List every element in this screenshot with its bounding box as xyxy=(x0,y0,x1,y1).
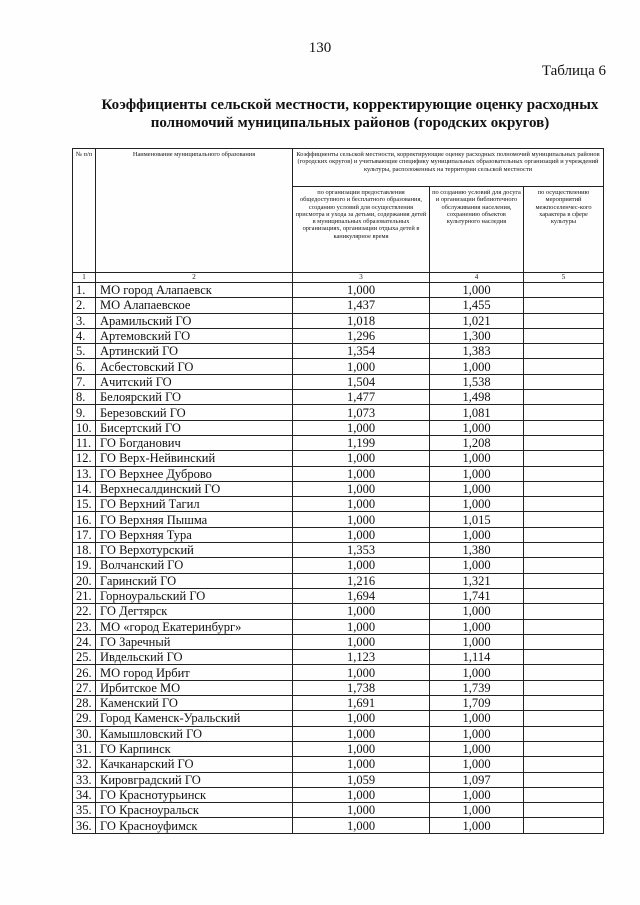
coefficient-education: 1,216 xyxy=(293,573,430,588)
row-number: 34. xyxy=(73,787,96,802)
coefficient-education: 1,694 xyxy=(293,588,430,603)
row-number: 1. xyxy=(73,283,96,298)
coefficient-culture: 1,000 xyxy=(430,420,524,435)
coefficient-culture: 1,000 xyxy=(430,741,524,756)
municipality-name: ГО Карпинск xyxy=(96,741,293,756)
municipality-name: Бисертский ГО xyxy=(96,420,293,435)
coefficient-culture: 1,114 xyxy=(430,650,524,665)
table-row xyxy=(73,451,604,466)
table-row xyxy=(73,680,604,695)
municipality-name: ГО Заречный xyxy=(96,634,293,649)
coefficient-intersettlement xyxy=(524,298,604,313)
coefficient-intersettlement xyxy=(524,451,604,466)
coefficient-education: 1,000 xyxy=(293,726,430,741)
coefficient-education: 1,123 xyxy=(293,650,430,665)
column-number: 3 xyxy=(293,273,430,283)
row-number: 23. xyxy=(73,619,96,634)
coefficient-culture: 1,000 xyxy=(430,481,524,496)
coefficient-culture: 1,015 xyxy=(430,512,524,527)
coefficient-culture: 1,000 xyxy=(430,665,524,680)
table-row xyxy=(73,374,604,389)
table-row xyxy=(73,665,604,680)
coefficient-education: 1,437 xyxy=(293,298,430,313)
coefficient-education: 1,354 xyxy=(293,344,430,359)
coefficient-culture: 1,000 xyxy=(430,711,524,726)
row-number: 12. xyxy=(73,451,96,466)
table-row xyxy=(73,543,604,558)
coefficient-culture: 1,380 xyxy=(430,543,524,558)
coefficient-intersettlement xyxy=(524,527,604,542)
coefficient-education: 1,000 xyxy=(293,818,430,833)
municipality-name: Верхнесалдинский ГО xyxy=(96,481,293,496)
coefficient-culture: 1,000 xyxy=(430,359,524,374)
column-numbers-row xyxy=(73,273,604,283)
coefficient-intersettlement xyxy=(524,818,604,833)
coefficient-education: 1,000 xyxy=(293,787,430,802)
municipality-name: ГО Верх-Нейвинский xyxy=(96,451,293,466)
coefficients-table xyxy=(72,148,604,834)
row-number: 24. xyxy=(73,634,96,649)
table-row xyxy=(73,604,604,619)
coefficient-culture: 1,081 xyxy=(430,405,524,420)
coefficient-education: 1,738 xyxy=(293,680,430,695)
row-number: 27. xyxy=(73,680,96,695)
coefficient-intersettlement xyxy=(524,741,604,756)
coefficient-education: 1,000 xyxy=(293,665,430,680)
municipality-name: ГО Красноуральск xyxy=(96,803,293,818)
coefficient-intersettlement xyxy=(524,573,604,588)
coefficient-intersettlement xyxy=(524,558,604,573)
coefficient-culture: 1,000 xyxy=(430,558,524,573)
coefficient-intersettlement xyxy=(524,543,604,558)
coefficient-education: 1,000 xyxy=(293,497,430,512)
coefficient-intersettlement xyxy=(524,435,604,450)
coefficient-intersettlement xyxy=(524,481,604,496)
coefficient-culture: 1,000 xyxy=(430,283,524,298)
row-number: 20. xyxy=(73,573,96,588)
table-row xyxy=(73,787,604,802)
table-row xyxy=(73,711,604,726)
table-row xyxy=(73,741,604,756)
municipality-name: ГО Верхнее Дуброво xyxy=(96,466,293,481)
header-name: Наименование муниципального образования xyxy=(96,149,293,273)
row-number: 29. xyxy=(73,711,96,726)
municipality-name: МО «город Екатеринбург» xyxy=(96,619,293,634)
header-group: Коэффициенты сельской местности, корректирующие оценку расходных полномочий муниципальных районов (городских округов) и учитывающие специфику муниципальных образовательных организаций и учреждений культуры, расположенных на территории сельской местности xyxy=(293,149,604,187)
coefficient-education: 1,353 xyxy=(293,543,430,558)
municipality-name: Каменский ГО xyxy=(96,696,293,711)
row-number: 4. xyxy=(73,328,96,343)
coefficient-education: 1,000 xyxy=(293,481,430,496)
coefficient-intersettlement xyxy=(524,374,604,389)
row-number: 15. xyxy=(73,497,96,512)
coefficient-intersettlement xyxy=(524,726,604,741)
coefficient-intersettlement xyxy=(524,512,604,527)
municipality-name: ГО Красноуфимск xyxy=(96,818,293,833)
row-number: 9. xyxy=(73,405,96,420)
coefficient-intersettlement xyxy=(524,420,604,435)
coefficient-intersettlement xyxy=(524,787,604,802)
row-number: 25. xyxy=(73,650,96,665)
row-number: 17. xyxy=(73,527,96,542)
table-row xyxy=(73,328,604,343)
municipality-name: ГО Богданович xyxy=(96,435,293,450)
table-row xyxy=(73,803,604,818)
coefficient-culture: 1,709 xyxy=(430,696,524,711)
table-row xyxy=(73,359,604,374)
coefficient-culture: 1,000 xyxy=(430,497,524,512)
table-row xyxy=(73,527,604,542)
column-number: 4 xyxy=(430,273,524,283)
coefficient-intersettlement xyxy=(524,497,604,512)
row-number: 3. xyxy=(73,313,96,328)
coefficient-intersettlement xyxy=(524,772,604,787)
row-number: 14. xyxy=(73,481,96,496)
coefficient-culture: 1,538 xyxy=(430,374,524,389)
table-row xyxy=(73,298,604,313)
coefficient-education: 1,000 xyxy=(293,757,430,772)
municipality-name: МО город Ирбит xyxy=(96,665,293,680)
municipality-name: Ирбитское МО xyxy=(96,680,293,695)
coefficient-education: 1,018 xyxy=(293,313,430,328)
municipality-name: Артинский ГО xyxy=(96,344,293,359)
coefficient-education: 1,000 xyxy=(293,451,430,466)
coefficient-intersettlement xyxy=(524,283,604,298)
coefficient-intersettlement xyxy=(524,711,604,726)
table-row xyxy=(73,497,604,512)
municipality-name: ГО Верхняя Пышма xyxy=(96,512,293,527)
coefficient-intersettlement xyxy=(524,359,604,374)
table-row xyxy=(73,313,604,328)
table-row xyxy=(73,405,604,420)
municipality-name: МО Алапаевское xyxy=(96,298,293,313)
coefficient-education: 1,059 xyxy=(293,772,430,787)
row-number: 36. xyxy=(73,818,96,833)
coefficient-education: 1,691 xyxy=(293,696,430,711)
row-number: 5. xyxy=(73,344,96,359)
coefficient-culture: 1,000 xyxy=(430,466,524,481)
coefficient-education: 1,504 xyxy=(293,374,430,389)
coefficient-culture: 1,000 xyxy=(430,787,524,802)
column-number: 5 xyxy=(524,273,604,283)
coefficient-intersettlement xyxy=(524,313,604,328)
document-title: Коэффициенты сельской местности, корректирующие оценку расходных полномочий муниципальных районов (городских округов) xyxy=(101,97,599,131)
coefficient-education: 1,000 xyxy=(293,420,430,435)
coefficient-education: 1,296 xyxy=(293,328,430,343)
coefficient-culture: 1,000 xyxy=(430,619,524,634)
coefficient-education: 1,000 xyxy=(293,283,430,298)
row-number: 11. xyxy=(73,435,96,450)
coefficient-intersettlement xyxy=(524,604,604,619)
coefficient-education: 1,000 xyxy=(293,512,430,527)
table-row xyxy=(73,420,604,435)
header-col4: по созданию условий для досуга и организации библиотечного обслуживания населения, сохранению объектов культурного наследия xyxy=(430,187,524,273)
coefficient-intersettlement xyxy=(524,466,604,481)
row-number: 32. xyxy=(73,757,96,772)
municipality-name: Волчанский ГО xyxy=(96,558,293,573)
municipality-name: Гаринский ГО xyxy=(96,573,293,588)
coefficient-culture: 1,321 xyxy=(430,573,524,588)
row-number: 16. xyxy=(73,512,96,527)
row-number: 19. xyxy=(73,558,96,573)
coefficient-culture: 1,739 xyxy=(430,680,524,695)
coefficient-intersettlement xyxy=(524,588,604,603)
municipality-name: Качканарский ГО xyxy=(96,757,293,772)
row-number: 35. xyxy=(73,803,96,818)
row-number: 33. xyxy=(73,772,96,787)
row-number: 6. xyxy=(73,359,96,374)
row-number: 30. xyxy=(73,726,96,741)
row-number: 8. xyxy=(73,390,96,405)
table-row xyxy=(73,573,604,588)
municipality-name: ГО Верхотурский xyxy=(96,543,293,558)
coefficient-education: 1,477 xyxy=(293,390,430,405)
coefficient-intersettlement xyxy=(524,344,604,359)
coefficient-culture: 1,000 xyxy=(430,634,524,649)
table-row xyxy=(73,558,604,573)
coefficient-education: 1,073 xyxy=(293,405,430,420)
municipality-name: ГО Верхняя Тура xyxy=(96,527,293,542)
coefficient-intersettlement xyxy=(524,619,604,634)
municipality-name: Белоярский ГО xyxy=(96,390,293,405)
coefficient-intersettlement xyxy=(524,650,604,665)
coefficient-intersettlement xyxy=(524,390,604,405)
coefficient-culture: 1,000 xyxy=(430,604,524,619)
table-row xyxy=(73,588,604,603)
coefficient-culture: 1,000 xyxy=(430,818,524,833)
column-number: 2 xyxy=(96,273,293,283)
page-number: 130 xyxy=(308,40,332,56)
table-row xyxy=(73,512,604,527)
municipality-name: Город Каменск-Уральский xyxy=(96,711,293,726)
header-col3: по организации предоставления общедоступного и бесплатного образования, созданию условий для осуществления присмотра и ухода за детьми, содержания детей в муниципальных образовательных организациях, организации отдыха детей в каникулярное время xyxy=(293,187,430,273)
table-row xyxy=(73,344,604,359)
table-row xyxy=(73,650,604,665)
row-number: 21. xyxy=(73,588,96,603)
coefficient-culture: 1,097 xyxy=(430,772,524,787)
coefficient-education: 1,000 xyxy=(293,527,430,542)
coefficient-intersettlement xyxy=(524,328,604,343)
coefficient-education: 1,000 xyxy=(293,359,430,374)
coefficient-education: 1,000 xyxy=(293,741,430,756)
table-row xyxy=(73,726,604,741)
coefficient-education: 1,000 xyxy=(293,604,430,619)
municipality-name: Камышловский ГО xyxy=(96,726,293,741)
coefficient-culture: 1,000 xyxy=(430,757,524,772)
municipality-name: Березовский ГО xyxy=(96,405,293,420)
table-row xyxy=(73,466,604,481)
coefficient-culture: 1,000 xyxy=(430,726,524,741)
table-row xyxy=(73,435,604,450)
header-col5: по осуществлению мероприятий межпоселенчес-кого характера в сфере культуры xyxy=(524,187,604,273)
coefficient-education: 1,000 xyxy=(293,634,430,649)
coefficient-education: 1,000 xyxy=(293,803,430,818)
table-row xyxy=(73,634,604,649)
coefficient-education: 1,000 xyxy=(293,558,430,573)
row-number: 13. xyxy=(73,466,96,481)
municipality-name: Артемовский ГО xyxy=(96,328,293,343)
row-number: 2. xyxy=(73,298,96,313)
municipality-name: Асбестовский ГО xyxy=(96,359,293,374)
coefficient-culture: 1,208 xyxy=(430,435,524,450)
coefficient-intersettlement xyxy=(524,680,604,695)
coefficient-culture: 1,021 xyxy=(430,313,524,328)
municipality-name: Арамильский ГО xyxy=(96,313,293,328)
municipality-name: ГО Дегтярск xyxy=(96,604,293,619)
coefficient-education: 1,000 xyxy=(293,619,430,634)
table-label: Таблица 6 xyxy=(541,63,606,79)
coefficient-education: 1,000 xyxy=(293,711,430,726)
row-number: 22. xyxy=(73,604,96,619)
coefficient-education: 1,199 xyxy=(293,435,430,450)
column-number: 1 xyxy=(73,273,96,283)
municipality-name: Горноуральский ГО xyxy=(96,588,293,603)
table-row xyxy=(73,283,604,298)
table-row xyxy=(73,818,604,833)
coefficient-culture: 1,300 xyxy=(430,328,524,343)
municipality-name: ГО Краснотурьинск xyxy=(96,787,293,802)
table-row xyxy=(73,481,604,496)
coefficient-intersettlement xyxy=(524,757,604,772)
row-number: 26. xyxy=(73,665,96,680)
municipality-name: Ачитский ГО xyxy=(96,374,293,389)
row-number: 31. xyxy=(73,741,96,756)
coefficient-education: 1,000 xyxy=(293,466,430,481)
coefficient-culture: 1,455 xyxy=(430,298,524,313)
coefficient-intersettlement xyxy=(524,634,604,649)
coefficient-culture: 1,498 xyxy=(430,390,524,405)
coefficient-culture: 1,741 xyxy=(430,588,524,603)
table-row xyxy=(73,757,604,772)
municipality-name: Ивдельский ГО xyxy=(96,650,293,665)
table-row xyxy=(73,696,604,711)
row-number: 7. xyxy=(73,374,96,389)
coefficient-culture: 1,383 xyxy=(430,344,524,359)
row-number: 18. xyxy=(73,543,96,558)
table-row xyxy=(73,772,604,787)
row-number: 10. xyxy=(73,420,96,435)
table-row xyxy=(73,390,604,405)
coefficient-intersettlement xyxy=(524,696,604,711)
coefficient-intersettlement xyxy=(524,665,604,680)
coefficient-culture: 1,000 xyxy=(430,451,524,466)
table-row xyxy=(73,619,604,634)
coefficient-culture: 1,000 xyxy=(430,803,524,818)
coefficient-intersettlement xyxy=(524,405,604,420)
header-number: № п/п xyxy=(73,149,96,273)
coefficient-intersettlement xyxy=(524,803,604,818)
municipality-name: ГО Верхний Тагил xyxy=(96,497,293,512)
coefficient-culture: 1,000 xyxy=(430,527,524,542)
municipality-name: МО город Алапаевск xyxy=(96,283,293,298)
municipality-name: Кировградский ГО xyxy=(96,772,293,787)
row-number: 28. xyxy=(73,696,96,711)
